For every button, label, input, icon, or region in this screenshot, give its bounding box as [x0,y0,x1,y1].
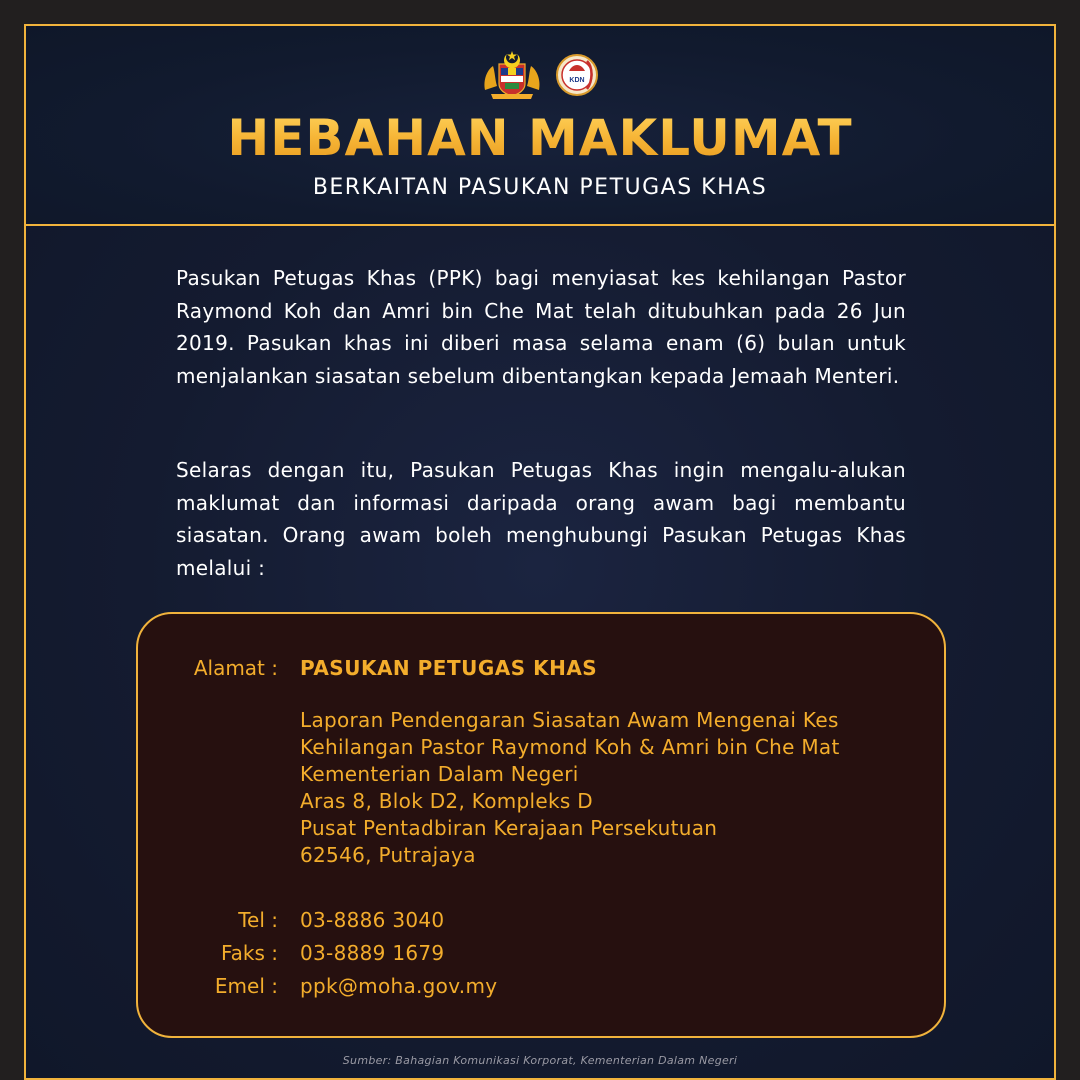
source-credit: Sumber: Bahagian Komunikasi Korporat, Kementerian Dalam Negeri [342,1054,738,1067]
address-name: PASUKAN PETUGAS KHAS [300,656,598,680]
kdn-emblem-icon [555,53,599,102]
tel-label: Tel : [238,908,278,932]
page-title: HEBAHAN MAKLUMAT [26,108,1054,168]
email-link[interactable]: ppk@moha.gov.my [300,974,498,998]
contact-box [136,612,946,1038]
poster [24,24,1056,1080]
appeal-paragraph: Selaras dengan itu, Pasukan Petugas Khas ingin mengalu-alukan maklumat dan informasi daripada orang awam bagi membantu siasatan. Orang awam boleh menghubungi Pasukan Petugas Khas melalui : [176,458,906,580]
page-subtitle: BERKAITAN PASUKAN PETUGAS KHAS [312,175,768,200]
malaysia-coat-of-arms-icon [481,50,543,105]
announcement-body [26,226,1054,1078]
address-line: Pusat Pentadbiran Kerajaan Persekutuan [300,816,718,840]
address-lines [300,707,840,869]
fax-value: 03-8889 1679 [300,941,445,965]
tel-value[interactable]: 03-8886 3040 [300,908,445,932]
address-line: Aras 8, Blok D2, Kompleks D [300,789,593,813]
address-label: Alamat : [193,656,278,680]
address-line: Laporan Pendengaran Siasatan Awam Mengenai Kes [300,708,839,732]
address-line: 62546, Putrajaya [300,843,476,867]
svg-text:KDN: KDN [569,77,585,84]
logo-row [26,50,1054,106]
email-label: Emel : [214,974,278,998]
intro-paragraph: Pasukan Petugas Khas (PPK) bagi menyiasat kes kehilangan Pastor Raymond Koh dan Amri bin Che Mat telah ditubuhkan pada 26 Jun 2019. Pasukan khas ini diberi masa selama enam (6) bulan untuk menjalankan siasatan sebelum dibentangkan kepada Jemaah Menteri. [176,266,906,388]
address-line: Kementerian Dalam Negeri [300,762,579,786]
address-line: Kehilangan Pastor Raymond Koh & Amri bin Che Mat [300,735,840,759]
fax-label: Faks : [220,941,278,965]
header-banner [26,26,1054,226]
